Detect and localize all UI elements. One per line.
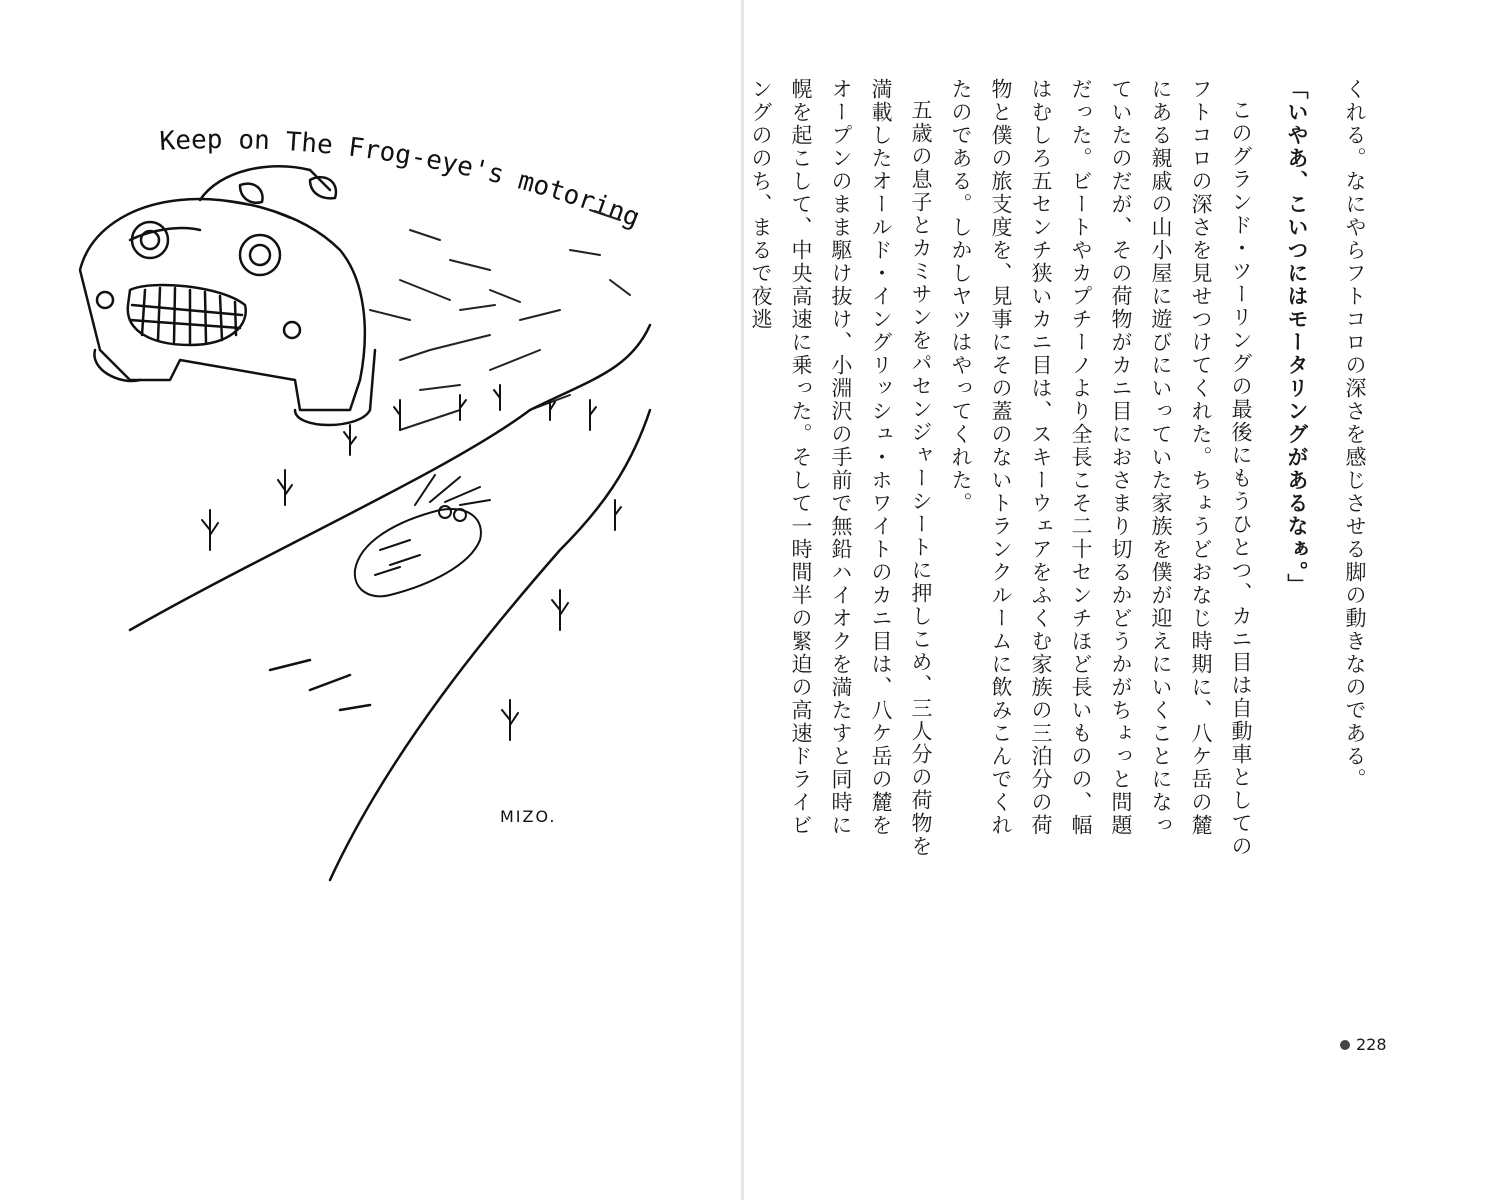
artist-signature: MIZO. xyxy=(500,807,557,826)
small-car xyxy=(355,475,490,596)
paragraph-1: くれる。なにやらフトコロの深さを感じさせる脚の動きなのである。 xyxy=(1343,78,1367,791)
grass-tufts xyxy=(202,385,621,740)
right-page xyxy=(744,0,1485,1200)
body-text xyxy=(741,78,1375,858)
frog-eye-sprite-drawing xyxy=(62,87,690,890)
dialog-line: 「いやあ、こいつにはモータリングがあるなぁ。」 xyxy=(1285,78,1309,597)
page-number xyxy=(1340,1035,1387,1054)
large-car xyxy=(80,166,375,425)
road xyxy=(130,325,650,880)
car-illustration xyxy=(62,87,690,890)
illustration-caption: Keep on The Frog-eye's motoring! xyxy=(62,87,644,234)
left-page xyxy=(0,0,742,1200)
paragraph-2: このグランド・ツーリングの最後にもうひとつ、カニ目は自動車としてのフトコロの深さを見せつけてくれた。ちょうどおなじ時期に、八ケ岳の麓にある親戚の山小屋に遊びにいっていた家族を僕が迎えにいくことになっていたのだが、その荷物がカニ目におさまり切るかどうかがちょっと問題だった。ビートやカプチーノより全長こそ二十センチほど長いものの、幅はむしろ五センチ狭いカニ目は、スキーウェアをふくむ家族の三泊分の荷物と僕の旅支度を、見事にその蓋のないトランクルームに飲みこんでくれたのである。しかしヤツはやってくれた。 xyxy=(949,78,1253,858)
bullet-dot-icon xyxy=(1340,1040,1350,1050)
page-number-label: 228 xyxy=(1356,1035,1387,1054)
paragraph-3: 五歳の息子とカミサンをパセンジャーシートに押しこめ、三人分の荷物を満載したオールド・イングリッシュ・ホワイトのカニ目は、八ケ岳の麓をオープンのまま駆け抜け、小淵沢の手前で無鉛ハイオクを満たすと同時に幌を起こして、中央高速に乗った。そして一時間半の緊迫の高速ドライビングののち、まるで夜逃 xyxy=(749,78,933,858)
